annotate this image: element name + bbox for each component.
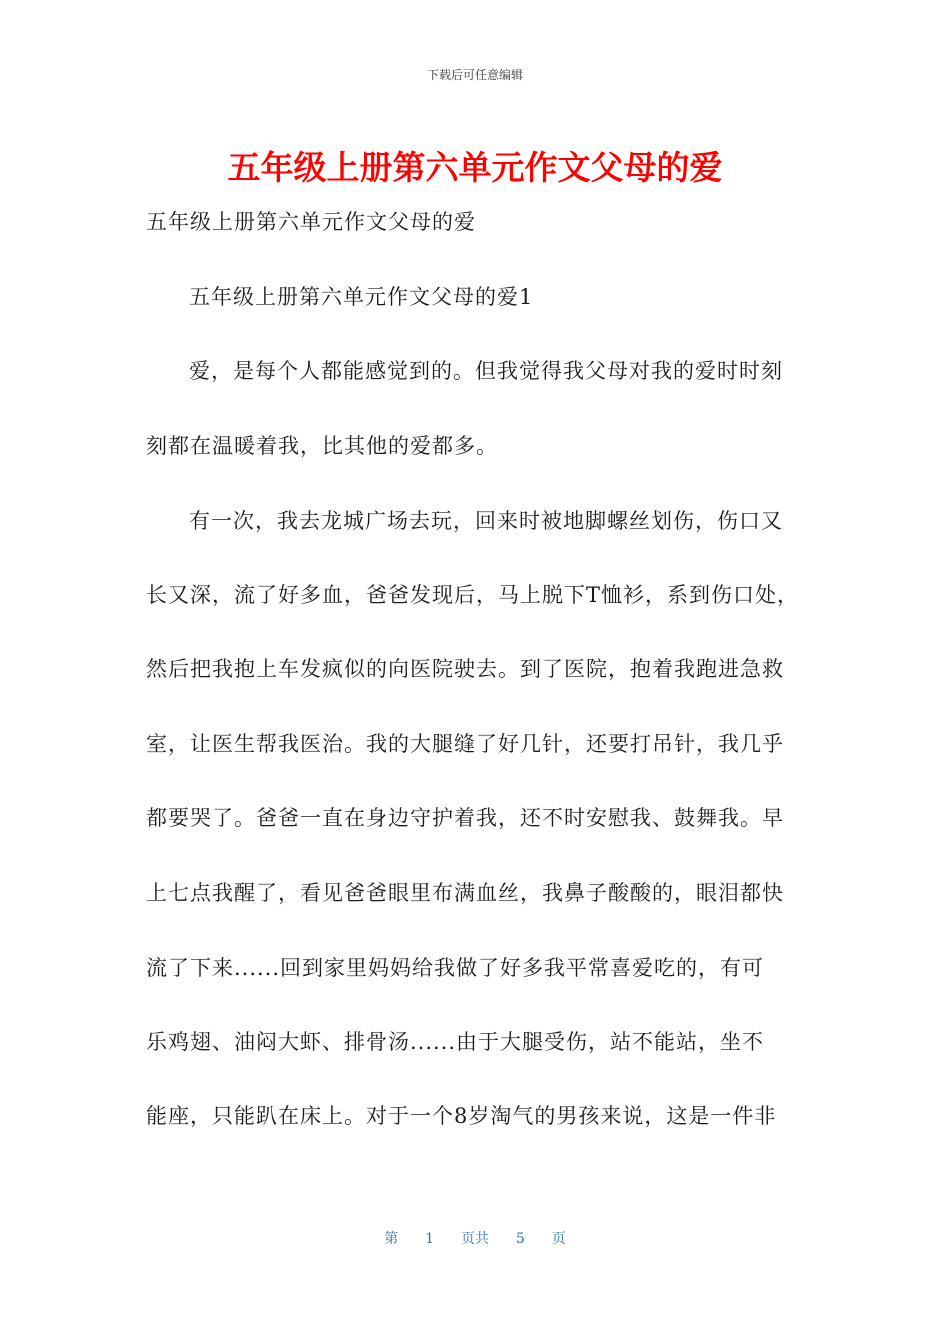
paragraph-line: 上七点我醒了，看见爸爸眼里布满血丝，我鼻子酸酸的，眼泪都快: [146, 881, 784, 905]
header-note: 下载后可任意编辑: [426, 68, 523, 82]
paragraph-line: 爱，是每个人都能感觉到的。但我觉得我父母对我的爱时时刻: [189, 359, 783, 383]
paragraph-line: 流了下来......回到家里妈妈给我做了好多我平常喜爱吃的，有可: [146, 956, 765, 980]
page-suffix: 页: [551, 1231, 566, 1247]
paragraph-line: 室，让医生帮我医治。我的大腿缝了好几针，还要打吊针，我几乎: [146, 732, 784, 756]
paragraph-line: 有一次，我去龙城广场去玩，回来时被地脚螺丝划伤，伤口又: [189, 509, 783, 533]
paragraph-line: 然后把我抱上车发疯似的向医院驶去。到了医院，抱着我跑进急救: [146, 657, 784, 681]
subtitle-line: 五年级上册第六单元作文父母的爱: [146, 210, 476, 234]
paragraph-line: 刻都在温暖着我，比其他的爱都多。: [146, 434, 498, 458]
page-footer: [0, 1228, 950, 1248]
paragraph-line: 乐鸡翅、油闷大虾、排骨汤......由于大腿受伤，站不能站，坐不: [146, 1030, 765, 1054]
paragraph-line: 能座，只能趴在床上。对于一个8岁淘气的男孩来说，这是一件非: [146, 1104, 777, 1128]
page-prefix: 第: [384, 1231, 399, 1247]
paragraph-line: 都要哭了。爸爸一直在身边守护着我，还不时安慰我、鼓舞我。早: [146, 806, 784, 830]
page-middle: 页共: [461, 1231, 489, 1247]
document-title: 五年级上册第六单元作文父母的爱: [227, 148, 723, 187]
paragraph-line: 长又深，流了好多血，爸爸发现后，马上脱下T恤衫，系到伤口处，: [146, 583, 800, 607]
section-heading: 五年级上册第六单元作文父母的爱1: [189, 285, 534, 309]
page-number: 1: [425, 1231, 435, 1247]
total-pages: 5: [515, 1231, 525, 1247]
